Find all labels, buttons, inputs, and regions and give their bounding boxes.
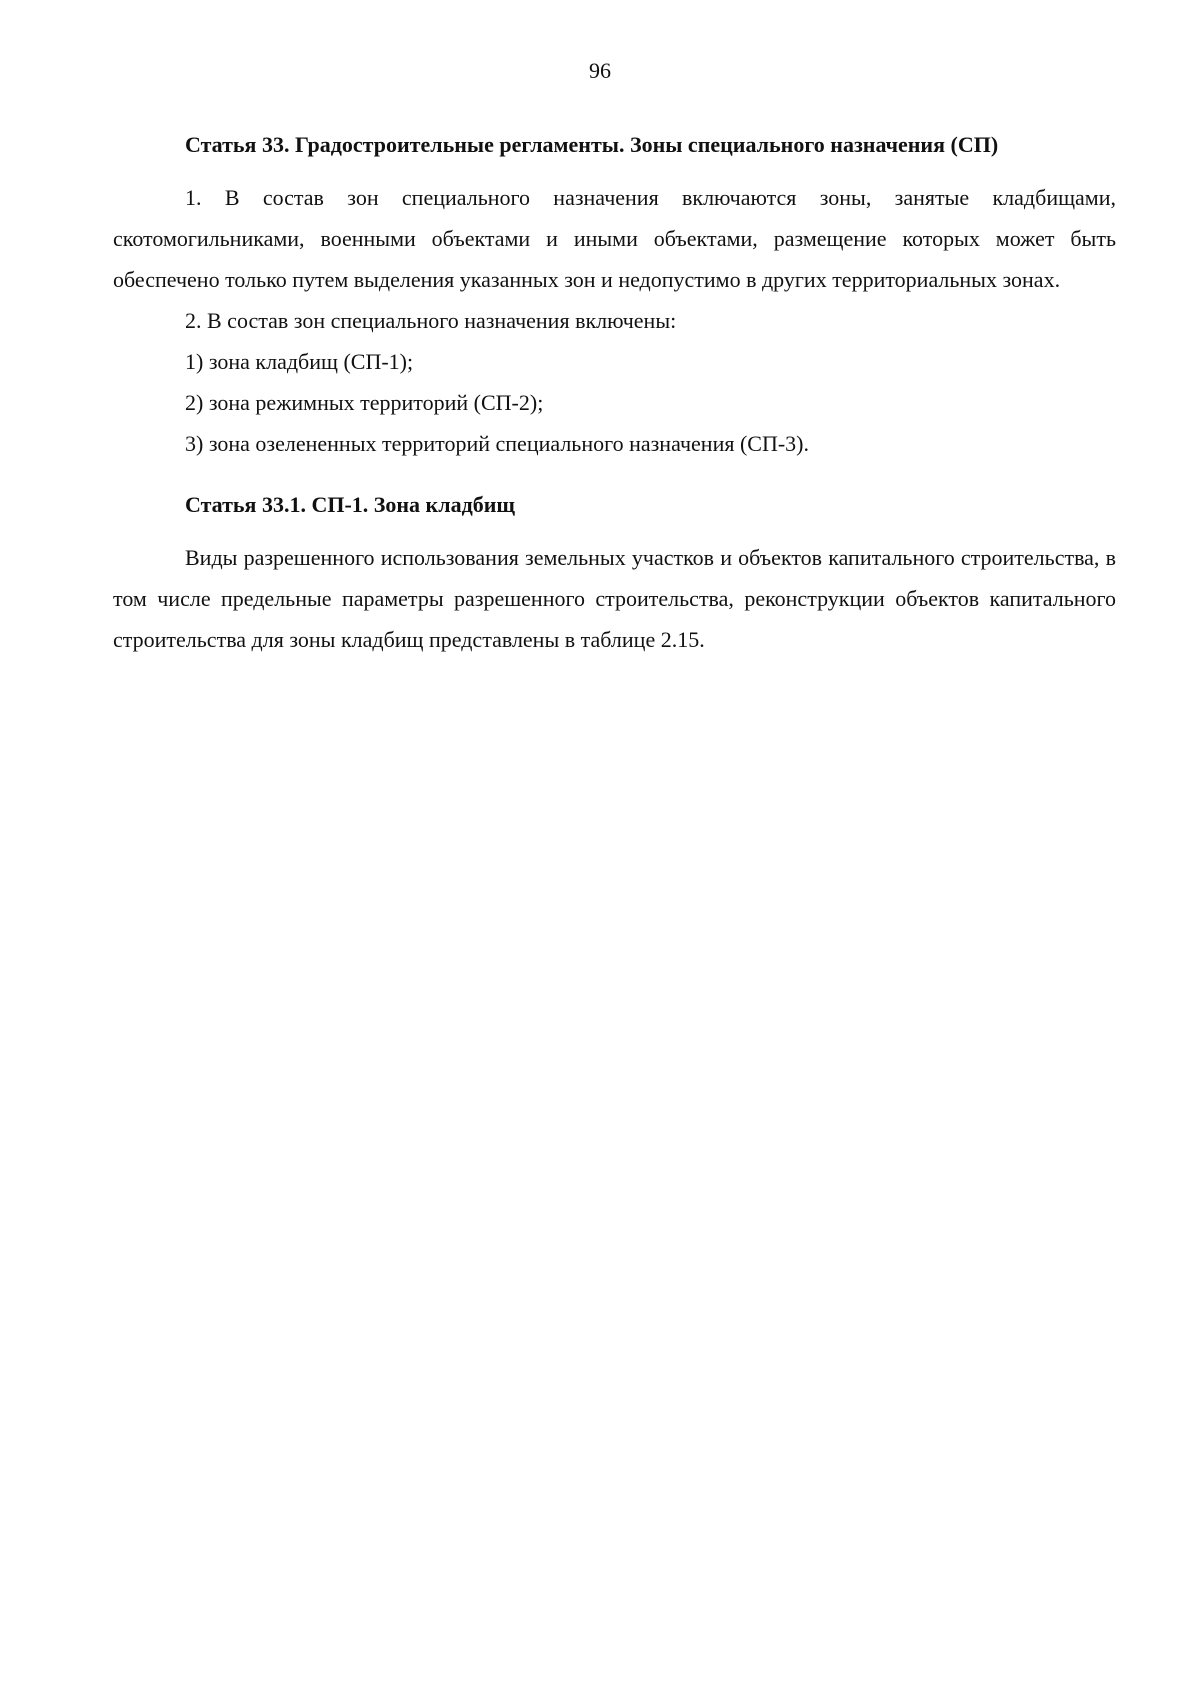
page-number: 96 <box>589 58 611 83</box>
article-33-paragraph-1: 1. В состав зон специального назначения включаются зоны, занятые кладбищами, скотомогильниками, военными объектами и иными объектами, размещение которых может быть обеспечено только путем выделения указанных зон и недопустимо в других территориальных зонах. <box>113 185 1116 292</box>
list-item: 3) зона озелененных территорий специального назначения (СП-3). <box>185 431 810 456</box>
article-33-1-heading: Статья 33.1. СП-1. Зона кладбищ <box>185 492 515 517</box>
list-item: 1) зона кладбищ (СП-1); <box>185 349 414 374</box>
article-33-heading: Статья 33. Градостроительные регламенты. Зоны специального назначения (СП) <box>185 132 999 157</box>
list-item: 2) зона режимных территорий (СП-2); <box>185 390 544 415</box>
page-content <box>113 124 1116 660</box>
article-33-paragraph-2-intro: 2. В состав зон специального назначения включены: <box>185 308 677 333</box>
article-33-1-paragraph: Виды разрешенного использования земельных участков и объектов капитального строительства, в том числе предельные параметры разрешенного строительства, реконструкции объектов капитального строительства для зоны кладбищ представлены в таблице 2.15. <box>113 545 1116 652</box>
